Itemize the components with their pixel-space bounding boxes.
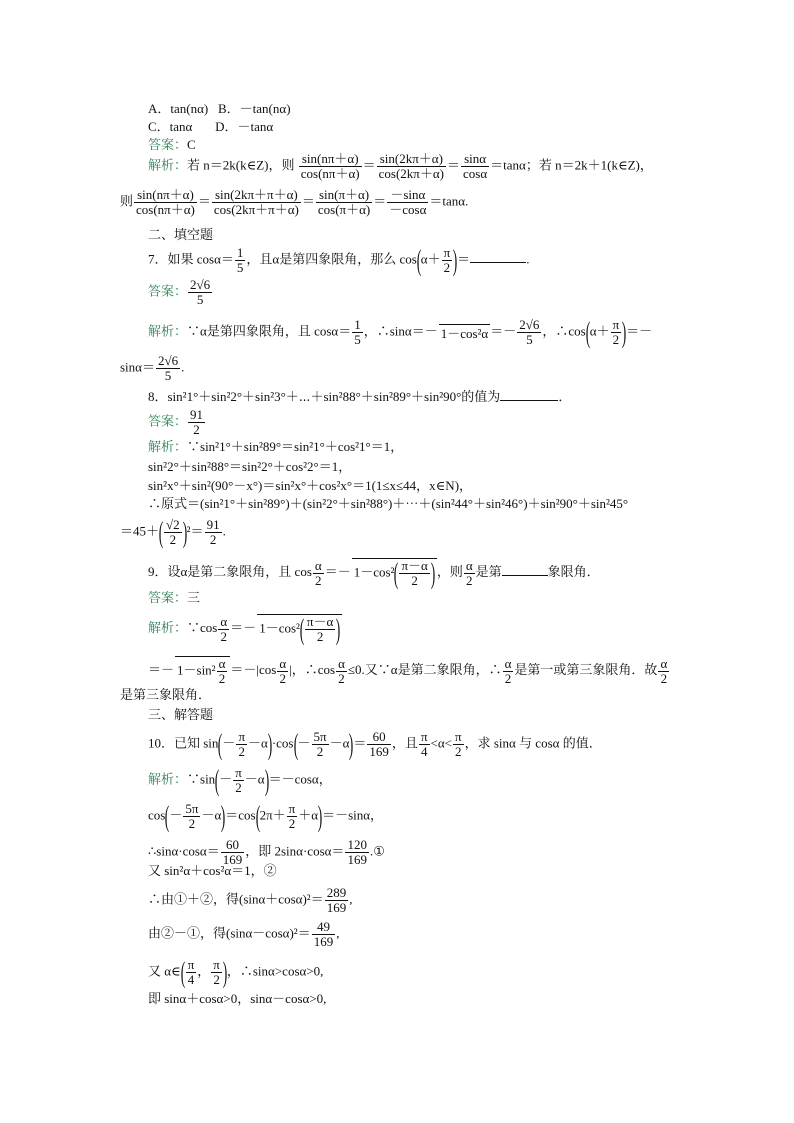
q6-option-c: C．tanα D．－tanα (148, 119, 274, 134)
q10-analysis-line5: ∴由①＋②，得(sinα＋cosα)²＝ $\frac{289}{169}$ , (148, 885, 353, 915)
q10-analysis-line7: 又 α∈( $\frac{\pi}{4}$ ， $\frac{\pi}{2}$ )，∴sinα>cosα>0, (148, 955, 324, 989)
q9-analysis-line2: ＝－ 1－sin² $\frac{\alpha}{2}$ ＝－|cos $\frac{\alpha}{2}$ |，∴cos $\frac{\alpha}{2}$ ≤0.又∵α是第二象限角，∴ $\frac{\alpha}{2}$ 是第一或第三象限角．故 $\frac{\alpha}{2}$ (148, 655, 668, 686)
q10-analysis-line8: 即 sinα＋cosα>0，sinα－cosα>0, (148, 991, 327, 1006)
q9-blank[interactable] (502, 563, 548, 576)
q9-analysis-line3: 是第三象限角． (120, 687, 212, 702)
q10-analysis-line2: cos(－ $\frac{5\pi}{2}$ －α)＝cos(2π＋ $\frac{\pi}{2}$ ＋α)＝－sinα， (148, 799, 384, 833)
q10-analysis-line6: 由②－①，得(sinα－cosα)²＝ $\frac{49}{169}$ , (148, 919, 340, 949)
q8-analysis-line2: sin²2°＋sin²88°＝sin²2°＋cos²2°＝1， (148, 459, 352, 474)
q7-analysis-line1: 解析：∵α是第四象限角，且 cosα＝ $\frac{1}{5}$ ，∴sinα＝－ 1－cos²α ＝－ $\frac{2√6}{5}$ ，∴cos(α＋ $\frac{\pi}{2}$ )＝－ (148, 315, 653, 349)
q8-question: 8．sin²1°＋sin²2°＋sin²3°＋⋯＋sin²88°＋sin²89°＋sin²90°的值为 ． (148, 389, 572, 404)
q6-answer: 答案：C (148, 137, 196, 152)
q8-analysis-line4: ∴原式＝(sin²1°＋sin²89°)＋(sin²2°＋sin²88°)＋⋯＋(sin²44°＋sin²46°)＋sin²90°＋sin²45° (148, 496, 629, 511)
q9-analysis-line1: 解析：∵cos $\frac{\alpha}{2}$ ＝－ 1－cos²( $\frac{\pi-\alpha}{2}$ ) (148, 612, 341, 646)
q8-analysis-line3: sin²x°＋sin²(90°－x°)＝sin²x°＋cos²x°＝1(1≤x≤44，x∈N)， (148, 478, 473, 493)
q8-blank[interactable] (500, 388, 558, 401)
section-fill-blank: 二、填空题 (148, 227, 214, 242)
q10-analysis-line4: 又 sin²α＋cos²α＝1，② (148, 863, 277, 878)
q9-answer: 答案：三 (148, 590, 201, 605)
q8-analysis-line5: ＝45＋( $\frac{√2}{2}$ )²＝ $\frac{91}{2}$ . (120, 515, 226, 549)
q7-blank[interactable] (470, 250, 526, 263)
q9-question: 9．设α是第二象限角，且 cos $\frac{\alpha}{2}$ ＝－ 1－cos²( $\frac{\pi-\alpha}{2}$ ) ，则 $\frac{\alpha}{2}$ 是第 象限角． (148, 556, 600, 590)
q10-question: 10．已知 sin(－ $\frac{\pi}{2}$ －α)·cos(－ $\frac{5\pi}{2}$ －α)＝ $\frac{60}{169}$ ，且 $\frac{\pi}{4}$ <α< $\frac{\pi}{2}$ ，求 sinα 与 cosα 的值． (148, 727, 602, 761)
q8-analysis-line1: 解析：∵sin²1°＋sin²89°＝sin²1°＋cos²1°＝1， (148, 439, 404, 454)
q7-analysis-line2: sinα＝ $\frac{2√6}{5}$ . (120, 353, 185, 383)
q6-analysis-line1: 解析：若 n＝2k(k∈Z)，则 $\frac{\sin(n\pi+\alpha)}{\cos(n\pi+\alpha)}$ ＝ $\frac{\sin(2k\pi+\alpha)}{\cos(2k\pi+\alpha)}$ ＝ $\frac{\sin\alpha}{\cos\alpha}$ ＝tanα；若 n＝2k＋1(k∈Z)， (148, 151, 653, 181)
q7-question: 7．如果 cosα＝ $\frac{1}{5}$ ，且α是第四象限角，那么 cos(α＋ $\frac{\pi}{2}$ )＝ . (148, 243, 530, 277)
q6-option-a: A．tan(nα) B．－tan(nα) (148, 101, 291, 116)
q6-analysis-line2: 则 $\frac{\sin(n\pi+\alpha)}{\cos(n\pi+\alpha)}$ ＝ $\frac{\sin(2k\pi+\pi+\alpha)}{\cos(2k\pi+\pi+\alpha)}$ ＝ $\frac{\sin(\pi+\alpha)}{\cos(\pi+\alpha)}$ ＝ $\frac{-\sin\alpha}{-\cos\alpha}$ ＝tanα. (120, 187, 469, 217)
q7-answer: 答案： $\frac{2√6}{5}$ (148, 277, 211, 307)
q8-answer: 答案： $\frac{91}{2}$ (148, 407, 204, 437)
section-solve: 三、解答题 (148, 707, 214, 722)
q10-analysis-line3: ∴sinα·cosα＝ $\frac{60}{169}$ ，即 2sinα·cosα＝ $\frac{120}{169}$ .① (148, 837, 385, 867)
q10-analysis-line1: 解析：∵sin(－ $\frac{\pi}{2}$ －α)＝－cosα， (148, 763, 332, 797)
